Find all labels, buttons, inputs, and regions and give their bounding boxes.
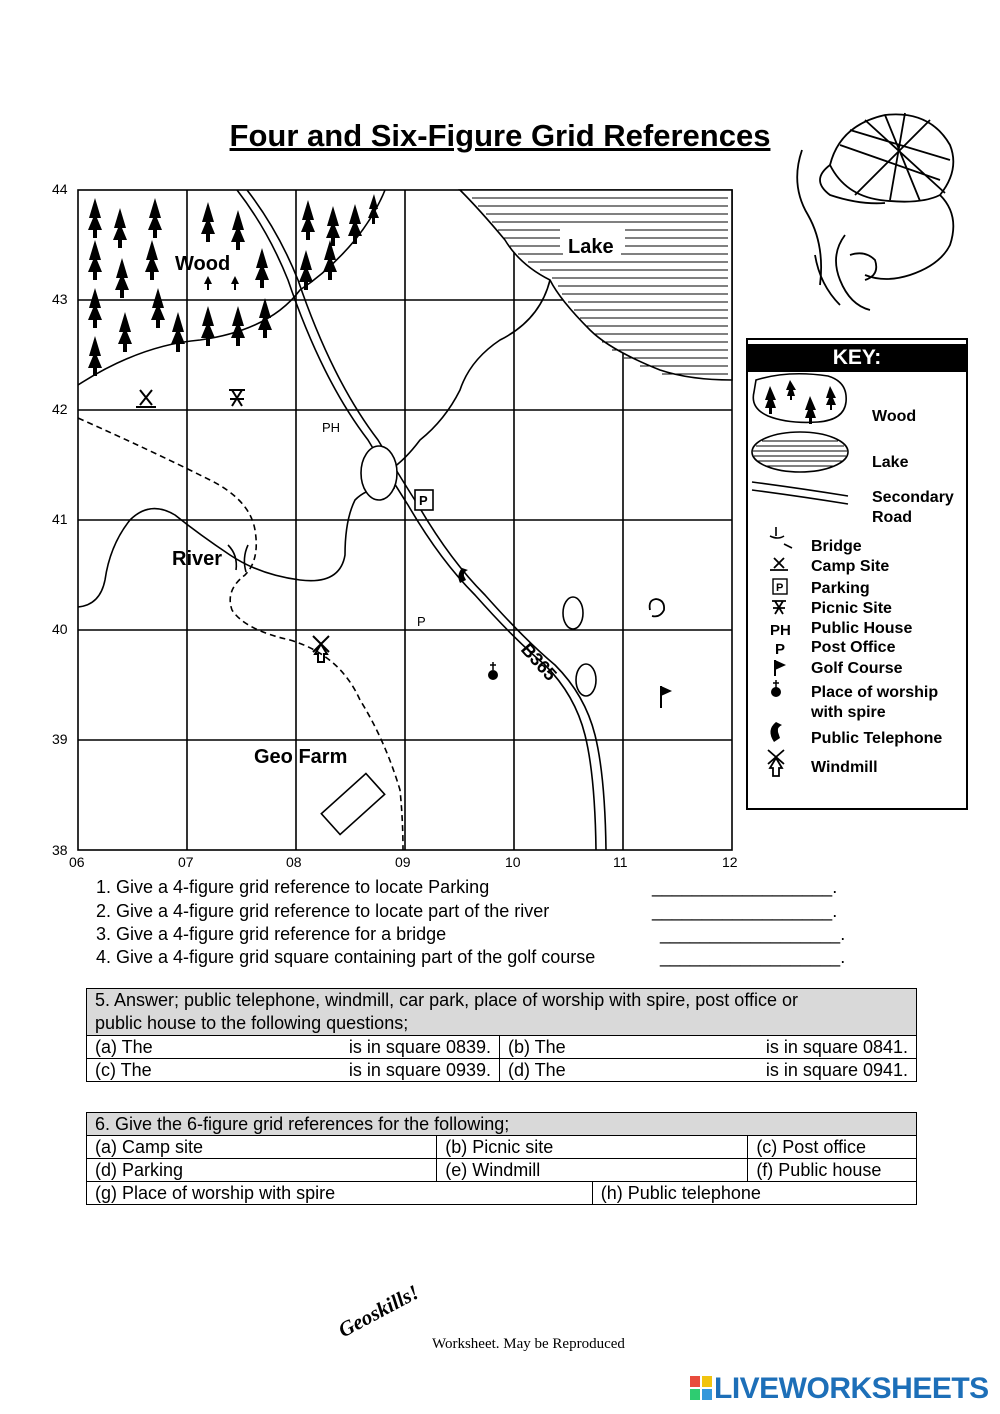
ph-symbol: PH — [322, 420, 341, 435]
x-label: 11 — [613, 854, 628, 870]
stream — [390, 280, 550, 470]
table5-cell-a[interactable]: (a) The is in square 0839. — [87, 1036, 500, 1059]
table5-header — [87, 989, 917, 1036]
y-label: 41 — [52, 511, 68, 527]
key-parking-symbol: P — [776, 582, 784, 594]
detective-illustration — [790, 105, 990, 315]
river-line — [78, 488, 395, 608]
page-title: Four and Six-Figure Grid References — [229, 118, 771, 153]
key-road-label-1: Secondary — [872, 489, 954, 506]
x-label: 10 — [505, 854, 521, 870]
y-label: 42 — [52, 401, 68, 417]
question-5-table — [86, 988, 917, 1082]
key-windmill-label: Windmill — [811, 759, 878, 776]
table6-cell-f[interactable]: (f) Public house — [748, 1159, 917, 1182]
key-picnic-label: Picnic Site — [811, 600, 892, 617]
x-label: 12 — [722, 854, 738, 870]
table5-cell-b[interactable]: (b) The is in square 0841. — [500, 1036, 917, 1059]
pond-ellipse — [563, 597, 583, 629]
x-label: 07 — [178, 854, 194, 870]
footer-note: Worksheet. May be Reproduced — [432, 1336, 625, 1352]
bridge-icon — [228, 545, 248, 572]
question-2: 2. Give a 4-figure grid reference to locate part of the river — [96, 901, 550, 921]
golf-green-icon — [650, 599, 665, 616]
map-key — [746, 338, 968, 810]
table6-cell-b[interactable]: (b) Picnic site — [437, 1136, 748, 1159]
key-parking-label: Parking — [811, 580, 870, 597]
farm-building — [321, 774, 384, 835]
y-label: 43 — [52, 291, 68, 307]
farm-label: Geo Farm — [254, 746, 348, 768]
table6-cell-d[interactable]: (d) Parking — [87, 1159, 437, 1182]
answer-blank-4[interactable]: __________________. — [660, 947, 846, 967]
table5-header-line2: public house to the following questions; — [95, 1013, 409, 1033]
question-1: 1. Give a 4-figure grid reference to locate Parking — [96, 877, 490, 897]
wood-label: Wood — [175, 253, 231, 275]
pond-ellipse — [361, 446, 397, 500]
key-ph-label: Public House — [811, 620, 913, 637]
key-road-label-2: Road — [872, 509, 912, 526]
geoskills-signature: Geoskills! — [334, 1279, 423, 1343]
table6-cell-h[interactable]: (h) Public telephone — [592, 1182, 916, 1205]
key-lake-label: Lake — [872, 454, 909, 471]
answer-blank-2[interactable]: __________________. — [652, 901, 838, 921]
lake-label: Lake — [568, 236, 614, 258]
lake-boundary — [460, 190, 732, 380]
key-worship-label-2: with spire — [811, 704, 886, 721]
question-4: 4. Give a 4-figure grid square containing part of the golf course — [96, 947, 596, 967]
x-label: 08 — [286, 854, 302, 870]
answer-blank-3[interactable]: __________________. — [660, 924, 846, 944]
key-wood-label: Wood — [872, 408, 917, 425]
y-label: 39 — [52, 731, 68, 747]
key-header: KEY: — [748, 344, 966, 372]
liveworksheets-text: LIVEWORKSHEETS — [714, 1372, 989, 1405]
table5-cell-c[interactable]: (c) The is in square 0939. — [87, 1059, 500, 1082]
key-golf-label: Golf Course — [811, 660, 903, 677]
pond-ellipse — [576, 664, 596, 696]
table6-cell-a[interactable]: (a) Camp site — [87, 1136, 437, 1159]
road-label: B365 — [517, 639, 561, 685]
tree-icons — [88, 194, 379, 376]
key-p-symbol: P — [775, 641, 786, 658]
liveworksheets-brand — [690, 1372, 989, 1406]
table5-header-line1: 5. Answer; public telephone, windmill, car park, place of worship with spire, post office or — [95, 990, 799, 1010]
key-worship-label-1: Place of worship — [811, 684, 939, 701]
question-3: 3. Give a 4-figure grid reference for a bridge — [96, 924, 447, 944]
x-label: 09 — [395, 854, 411, 870]
grid-map — [40, 175, 740, 875]
y-label: 40 — [52, 621, 68, 637]
table6-header: 6. Give the 6-figure grid references for the following; — [87, 1113, 917, 1136]
table6-cell-e[interactable]: (e) Windmill — [437, 1159, 748, 1182]
post-office-symbol: P — [417, 614, 426, 629]
x-label: 06 — [69, 854, 85, 870]
liveworksheets-logo-icon — [690, 1376, 712, 1400]
key-bridge-label: Bridge — [811, 538, 862, 555]
picnic-site-icon — [229, 390, 245, 406]
key-camp-label: Camp Site — [811, 558, 890, 575]
camp-site-icon — [136, 390, 156, 407]
answer-blank-1[interactable]: __________________. — [652, 877, 838, 897]
golf-flag-icon — [661, 686, 672, 708]
table6-cell-c[interactable]: (c) Post office — [748, 1136, 917, 1159]
parking-symbol: P — [419, 493, 428, 508]
key-ph-symbol: PH — [770, 622, 791, 639]
y-label: 38 — [52, 842, 68, 858]
table6-cell-g[interactable]: (g) Place of worship with spire — [87, 1182, 593, 1205]
y-label: 44 — [52, 181, 68, 197]
worship-icon — [488, 662, 498, 680]
question-6-table — [86, 1112, 917, 1205]
key-po-label: Post Office — [811, 639, 896, 656]
table5-cell-d[interactable]: (d) The is in square 0941. — [500, 1059, 917, 1082]
river-label: River — [172, 548, 223, 570]
key-phone-label: Public Telephone — [811, 730, 943, 747]
